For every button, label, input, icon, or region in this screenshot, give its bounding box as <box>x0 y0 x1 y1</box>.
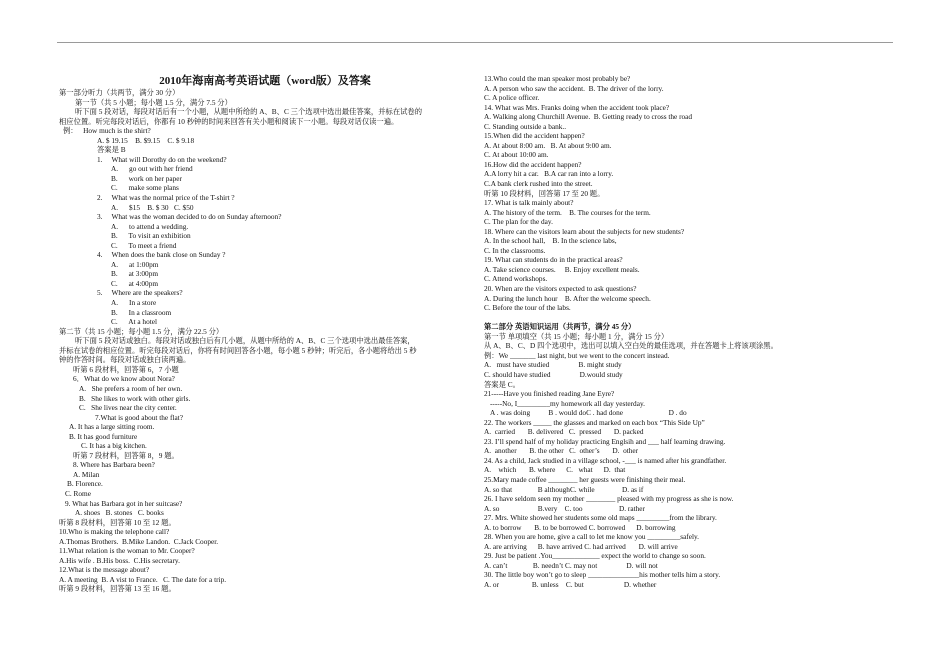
text-line: A.His wife . B.His boss. C.His secretary. <box>59 555 180 565</box>
text-line: A. At about 8:00 am. B. At about 9:00 am. <box>484 140 612 150</box>
text-line: C. Rome <box>65 488 91 498</box>
text-line: A. which B. where C. what D. that <box>484 465 626 475</box>
text-line: 答案是 C。 <box>484 379 520 389</box>
text-line: 并标在试卷的相应位置。听完每段对话后，你将有时间回答各小题，每小题 5 秒钟；听完后，各小题将给出 5 秒 <box>59 345 417 355</box>
text-line: B. She likes to work with other girls. <box>79 393 191 403</box>
text-line: 听下面 5 段对话，每段对话后有一个小题，从题中所给的 A、B、C 三个选项中选出最佳答案，并标在试卷的 <box>75 107 423 117</box>
text-line: A. During the lunch hour B. After the welcome speech. <box>484 293 651 303</box>
text-line: 14. What was Mrs. Franks doing when the accident took place? <box>484 102 670 112</box>
text-line: 17. What is talk mainly about? <box>484 198 574 208</box>
text-line: B. In a classroom <box>111 307 172 317</box>
text-line: C. make some plans <box>111 183 179 193</box>
text-line: 23. I’ll spend half of my holiday practicing Englsih and ___ half learning drawing. <box>484 436 726 446</box>
text-line: B. Florence. <box>67 479 103 489</box>
text-line: A. to borrow B. to be borrowed C. borrowed D. borrowing <box>484 522 676 532</box>
text-line: A. Milan <box>73 469 100 479</box>
text-line: 15.When did the accident happen? <box>484 131 585 141</box>
text-line: 5. Where are the speakers? <box>97 288 183 298</box>
text-line: A. It has a large sitting room. <box>69 422 155 432</box>
text-line: A. can’t B. needn’t C. may not D. will not <box>484 560 658 570</box>
text-line: 听下面 5 段对话或独白。每段对话或独白后有几小题，从题中所给的 A、B、C 三个选项中选出最佳答案， <box>75 336 415 346</box>
text-line: 听第 8 段材料，回答第 10 至 12 题。 <box>59 517 176 527</box>
text-line: 相应位置。听完每段对话后，你都有 10 秒钟的时间来回答有关小题和阅读下一小题。每段对话仅读一遍。 <box>59 116 399 126</box>
text-line: 第一节 单项填空（共 15 小题；每小题 1 分，满分 15 分） <box>484 331 669 341</box>
text-line: B. work on her paper <box>111 173 182 183</box>
text-line: C. At about 10:00 am. <box>484 150 549 160</box>
text-line: A. She prefers a room of her own. <box>79 383 183 393</box>
text-line: 25.Mary made coffee ________ her guests were finishing their meal. <box>484 474 686 484</box>
text-line: 第一部分听力（共两节，满分 30 分） <box>59 88 180 97</box>
text-line: C.A bank clerk rushed into the street. <box>484 179 593 189</box>
text-line: A. Take science courses. B. Enjoy excellent meals. <box>484 264 640 274</box>
text-line: 4. When does the bank close on Sunday ? <box>97 250 226 260</box>
text-line: 8. Where has Barbara been? <box>73 460 155 470</box>
text-line: B. at 3:00pm <box>111 269 159 279</box>
text-line: A. or B. unless C. but D. whether <box>484 579 657 589</box>
text-line: 第二部分 英语知识运用（共两节，满分 45 分） <box>484 322 636 332</box>
text-line: 钟的作答时间。每段对话或独白读两遍。 <box>59 355 191 365</box>
text-line: A. The history of the term. B. The courses for the term. <box>484 207 651 217</box>
text-line: A. carried B. delivered C. pressed D. packed <box>484 427 644 437</box>
text-line: 12.What is the message about? <box>59 565 150 575</box>
text-line: 例： How much is the shirt? <box>63 126 151 136</box>
text-line: A. to attend a wedding. <box>111 221 189 231</box>
text-line: A. A meeting B. A vist to France. C. The date for a trip. <box>59 574 227 584</box>
text-line <box>484 313 896 323</box>
text-line: 30. The little boy won’t go to sleep ______________his mother tells him a story. <box>484 570 721 580</box>
text-line: 10.Who is making the telephone call? <box>59 527 170 537</box>
text-line: B. To visit an exhibition <box>111 231 191 241</box>
page-title: 2010年海南高考英语试题（word版）及答案 <box>159 75 371 87</box>
text-line: A. are arriving B. have arrived C. had arrived D. will arrive <box>484 541 678 551</box>
text-line: 7.What is good about the flat? <box>95 412 183 422</box>
text-line: 3. What was the woman decided to do on Sunday afternoon? <box>97 212 282 222</box>
text-line: B. It has good furniture <box>69 431 138 441</box>
text-line: C. Standing outside a bank.. <box>484 121 567 131</box>
text-line: A. Walking along Churchill Avenue. B. Getting ready to cross the road <box>484 112 693 122</box>
text-line: 第一节（共 5 小题；每小题 1.5 分，满分 7.5 分） <box>75 97 232 107</box>
text-line: A.Thomas Brothers. B.Mike Landon. C.Jack Cooper. <box>59 536 219 546</box>
text-line: 6．What do we know about Nora? <box>73 374 175 384</box>
text-line: A. In the school hall, B. In the science labs, <box>484 236 617 246</box>
text-line: A. shoes B. stones C. books <box>75 508 164 518</box>
text-line: C. A police officer. <box>484 93 540 103</box>
text-line: 21-----Have you finished reading Jane Eyre? <box>484 389 615 399</box>
text-line: A. so B.very C. too D. rather <box>484 503 645 513</box>
text-line: 答案是 B <box>97 145 126 155</box>
text-line: A.A lorry hit a car. B.A car ran into a lorry. <box>484 169 614 179</box>
text-line: 24. As a child, Jack studied in a village school, -___ is named after his grandfather. <box>484 455 727 465</box>
text-line: 9. What has Barbara got in her suitcase? <box>65 498 183 508</box>
text-line: 2. What was the normal price of the T-shirt ? <box>97 193 235 203</box>
text-line: 听第 7 段材料，回答第 8，9 题。 <box>73 450 179 460</box>
text-line: 第二节（共 15 小题；每小题 1.5 分，满分 22.5 分） <box>59 326 224 336</box>
text-line: 16.How did the accident happen? <box>484 159 582 169</box>
text-line: C. at 4:00pm <box>111 278 159 288</box>
text-line: C. should have studied D.would study <box>484 369 623 379</box>
text-line: 28. When you are home, give a call to let me know you _________safely. <box>484 532 700 542</box>
text-line: A. at 1:00pm <box>111 259 159 269</box>
text-line: C. Before the tour of the labs. <box>484 303 571 313</box>
text-line: C. At a hotel <box>111 317 158 327</box>
text-line: 29. Just be patient .You_____________ expect the world to change so soon. <box>484 551 706 561</box>
text-line: A. A person who saw the accident. B. The driver of the lorry. <box>484 83 664 93</box>
text-line: 27. Mrs. White showed her students some old maps _________from the library. <box>484 513 717 523</box>
text-line: 听第 10 段材料，回答第 17 至 20 题。 <box>484 188 605 198</box>
text-line: 18. Where can the visitors learn about the subjects for new students? <box>484 226 685 236</box>
text-line: C. The plan for the day. <box>484 217 553 227</box>
text-line: A. $ 19.15 B. $9.15 C. $ 9.18 <box>97 135 195 145</box>
text-line: A . was doing B . would doC . had done D . do <box>490 408 687 418</box>
text-line: C. Attend workshops. <box>484 274 548 284</box>
text-line: 22. The workers _____ the glasses and marked on each box “This Side Up” <box>484 417 705 427</box>
text-line: A. must have studied B. might study <box>484 360 622 370</box>
text-line: A. In a store <box>111 298 157 308</box>
text-line: 19. What can students do in the practical areas? <box>484 255 623 265</box>
text-line: 听第 6 段材料，回答第 6，7 小题 <box>73 364 179 374</box>
text-line: 1. What will Dorothy do on the weekend? <box>97 154 227 164</box>
text-line: C. To meet a friend <box>111 240 177 250</box>
text-line: C. In the classrooms. <box>484 245 546 255</box>
text-line: C. It has a big kitchen. <box>81 441 147 451</box>
text-line: -----No, I_________my homework all day yesterday. <box>490 398 645 408</box>
top-rule <box>57 42 893 43</box>
text-line: A. so that B althoughC. while D. as if <box>484 484 644 494</box>
text-line: A. another B. the other C. other’s D. other <box>484 446 639 456</box>
right-column <box>484 74 896 590</box>
text-line: 13.Who could the man speaker most probably be? <box>484 74 631 83</box>
text-line: 例：We _______ last night, but we went to the concert instead. <box>484 350 670 360</box>
text-line: 26. I have seldom seen my mother ________ pleased with my progress as she is now. <box>484 494 734 504</box>
text-line: A. go out with her friend <box>111 164 193 174</box>
text-line: 听第 9 段材料，回答第 13 至 16 题。 <box>59 584 176 594</box>
left-column <box>59 74 471 594</box>
text-line: 20. When are the visitors expected to ask questions? <box>484 284 637 294</box>
text-line: 11.What relation is the woman to Mr. Cooper? <box>59 546 195 556</box>
text-line: 从 A、B、C、D 四个选项中，选出可以填入空白处的最佳选项，并在答题卡上将该项涂黑。 <box>484 341 778 351</box>
text-line: C. She lives near the city center. <box>79 403 177 413</box>
text-line: A. $15 B. $ 30 C. $50 <box>111 202 194 212</box>
